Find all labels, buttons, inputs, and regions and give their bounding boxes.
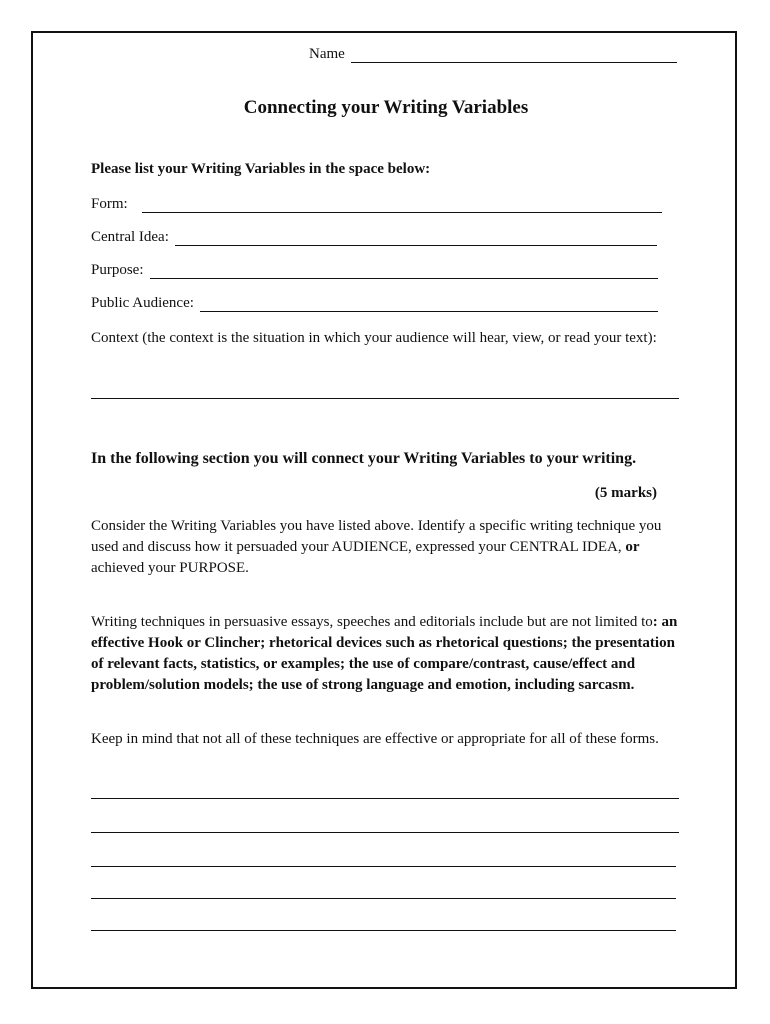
context-prompt: Context (the context is the situation in which your audience will hear, view, or read your text): (91, 330, 657, 346)
page-title: Connecting your Writing Variables (243, 97, 529, 118)
public-audience-row (91, 295, 658, 312)
purpose-row (91, 262, 658, 279)
techniques-list: an effective Hook or Clincher; rhetorical devices such as rhetorical questions; the presentation of relevant facts, statistics, or examples; the use of compare/contrast, cause/effect and problem/solution models; the use of strong language and emotion, including sarcasm. (91, 614, 678, 693)
paragraph-keep-in-mind: Keep in mind that not all of these techniques are effective or appropriate for all of these forms. (91, 731, 659, 747)
answer-line[interactable] (91, 798, 679, 799)
answer-line[interactable] (91, 866, 676, 867)
central-idea-row (91, 229, 657, 246)
instructions-heading: Please list your Writing Variables in the space below: (91, 161, 431, 177)
name-field[interactable] (351, 46, 677, 63)
answer-line[interactable] (91, 930, 676, 931)
marks-label: (5 marks) (594, 485, 657, 501)
name-label: Name (309, 46, 345, 62)
paragraph-consider-end: achieved your PURPOSE. (91, 560, 249, 576)
or-emphasis: or (625, 539, 640, 555)
public-audience-field[interactable] (200, 297, 658, 312)
paragraph-consider-text: Consider the Writing Variables you have listed above. Identify a specific writing technique you used and discuss how it persuaded your AUDIENCE, expressed your CENTRAL IDEA, (91, 518, 662, 555)
form-row (91, 196, 662, 213)
techniques-colon: : (652, 614, 658, 630)
paragraph-consider (91, 516, 681, 579)
context-answer-line[interactable] (91, 398, 679, 399)
form-label: Form: (91, 196, 128, 212)
form-field[interactable] (142, 198, 662, 213)
answer-line[interactable] (91, 898, 676, 899)
name-row (309, 46, 677, 63)
section-heading: In the following section you will connect your Writing Variables to your writing. (91, 450, 637, 467)
public-audience-label: Public Audience: (91, 295, 194, 311)
paragraph-techniques (91, 612, 681, 696)
central-idea-field[interactable] (175, 231, 657, 246)
central-idea-label: Central Idea: (91, 229, 169, 245)
techniques-intro: Writing techniques in persuasive essays, speeches and editorials include but are not limited to (91, 614, 653, 630)
purpose-label: Purpose: (91, 262, 144, 278)
answer-line[interactable] (91, 832, 679, 833)
purpose-field[interactable] (150, 264, 658, 279)
